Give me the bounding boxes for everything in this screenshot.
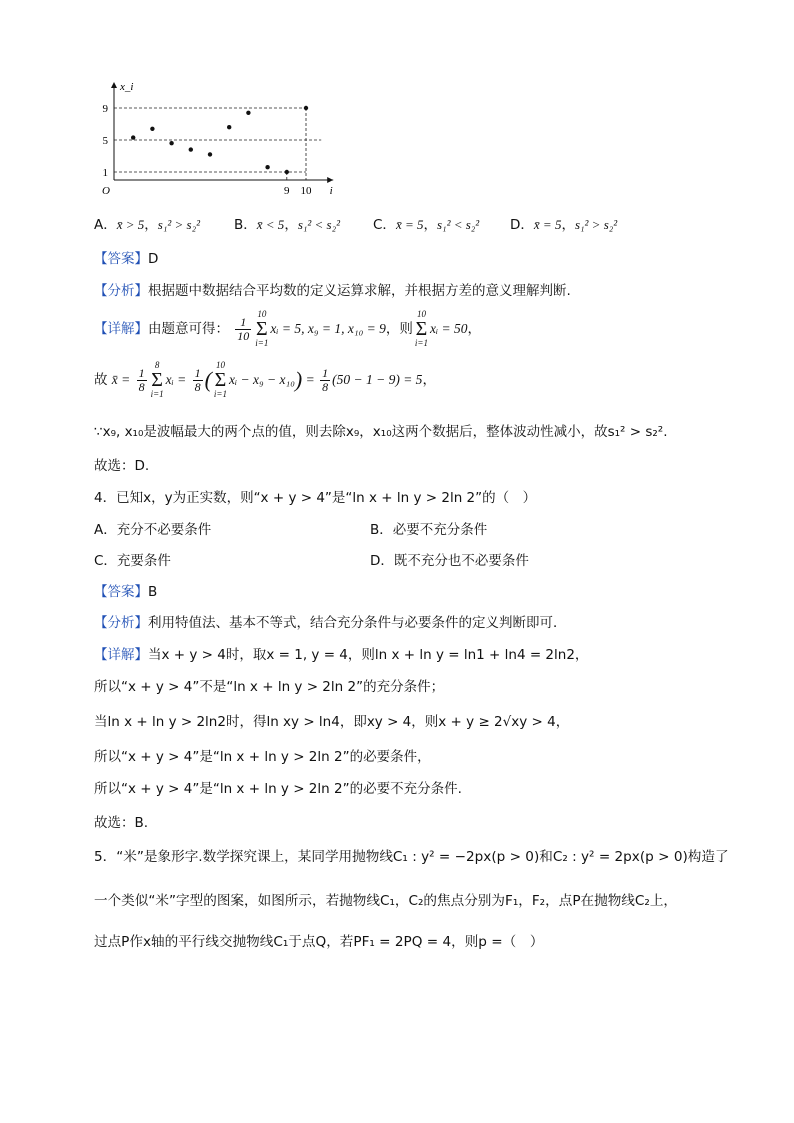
q3-option-d: D．x̄ = 5，s₁² > s₂² — [510, 217, 618, 233]
y-tick-label: 9 — [102, 103, 108, 115]
q3-option-a: A．x̄ > 5，s₁² > s₂² — [94, 217, 201, 233]
q3-detail-line3: ∵x₉, x₁₀是波幅最大的两个点的值，则去除x₉，x₁₀这两个数据后，整体波动性减小，故s₁² > s₂². — [94, 424, 668, 440]
analysis-text: 利用特值法、基本不等式，结合充分条件与必要条件的定义判断即可． — [148, 615, 567, 631]
data-point — [189, 147, 193, 151]
q3-detail-line1 — [94, 310, 481, 348]
option-variance: s₁² > s₂² — [574, 217, 618, 232]
x-tick-label: 10 — [300, 185, 312, 197]
option-variance: s₁² < s₂² — [297, 217, 341, 232]
q3-conclusion: 故选：D. — [94, 458, 150, 474]
q5-line2: 一个类似“米”字型的图案，如图所示，若抛物线C₁，C₂的焦点分别为F₁，F₂，点P在抛物线C₂上， — [94, 893, 678, 909]
origin-label: O — [102, 185, 110, 197]
paren-close: ) — [294, 367, 303, 392]
answer-tag: 【答案】 — [94, 584, 148, 600]
data-point — [169, 141, 173, 145]
data-point — [131, 135, 135, 139]
q4-option-b: B．必要不充分条件 — [370, 522, 488, 538]
q3-option-c: C．x̄ = 5，s₁² < s₂² — [373, 217, 480, 233]
option-mean: x̄ > 5 — [116, 217, 145, 232]
detail-eq1: xᵢ = 5, x₉ = 1, x₁₀ = 9 — [270, 321, 386, 336]
q4-detail-line5: 所以“x + y > 4”是“ln x + ln y > 2ln 2”的必要不充分条件. — [94, 781, 462, 797]
option-variance: s₁² > s₂² — [157, 217, 201, 232]
y-axis-arrow — [111, 82, 117, 88]
detail-tag: 【详解】 — [94, 321, 148, 337]
q4-detail-line3: 当ln x + ln y > 2ln2时，得ln xy > ln4，即xy > 4，则x + y ≥ 2√xy > 4， — [94, 714, 570, 730]
option-mean: x̄ < 5 — [256, 217, 285, 232]
detail-text: 当x + y > 4时，取x = 1, y = 4，则ln x + ln y = ln1 + ln4 = 2ln2， — [148, 647, 589, 663]
data-point — [150, 127, 154, 131]
q4-detail-line1 — [94, 645, 588, 665]
fraction-1-over-8: $\frac{1}{8}$ — [194, 365, 201, 394]
x-axis-label: i — [329, 185, 333, 197]
option-mean: x̄ = 5 — [395, 217, 424, 232]
data-point — [246, 111, 250, 115]
q4-stem: 4．已知x，y为正实数，则“x + y > 4”是“ln x + ln y > 2ln 2”的（ ） — [94, 490, 537, 506]
q4-detail-line4: 所以“x + y > 4”是“ln x + ln y > 2ln 2”的必要条件， — [94, 749, 431, 765]
q4-option-c: C．充要条件 — [94, 553, 171, 569]
summation-symbol: 10 Σ i=1 — [255, 309, 269, 348]
y-tick-label: 1 — [102, 167, 108, 179]
q3-detail-line2: 故 x̄ = $\frac{1}{8}$ 8 Σ i=1xᵢ = $\frac{1}{8}$ (10 Σ i=1xᵢ − x₉ − x₁₀) = $\frac{1}{8}$ (50 − 1 − 9) = 5， — [94, 360, 436, 399]
sum-minus-terms: xᵢ − x₉ − x₁₀ — [228, 372, 295, 387]
q4-detail-line2: 所以“x + y > 4”不是“ln x + ln y > 2ln 2”的充分条件； — [94, 679, 445, 695]
q4-option-a: A．充分不必要条件 — [94, 522, 212, 538]
fraction-1-over-8: $\frac{1}{8}$ — [322, 365, 329, 394]
data-point — [227, 125, 231, 129]
q4-analysis — [94, 613, 567, 633]
detail-lead: 由题意可得： — [148, 321, 229, 337]
data-point — [208, 152, 212, 156]
scatter-chart — [94, 76, 344, 198]
answer-tag: 【答案】 — [94, 251, 148, 267]
analysis-tag: 【分析】 — [94, 615, 148, 631]
q4-option-d: D．既不充分也不必要条件 — [370, 553, 529, 569]
fraction-1-over-8: $\frac{1}{8}$ — [138, 365, 145, 394]
q3-option-b: B．x̄ < 5，s₁² < s₂² — [234, 217, 341, 233]
answer-value: B — [148, 584, 158, 600]
detail-eq2: xᵢ = 50 — [429, 321, 468, 336]
q3-analysis — [94, 281, 571, 301]
option-label: D． — [510, 217, 534, 233]
q4-answer — [94, 582, 157, 602]
data-point — [304, 106, 308, 110]
detail-end: ， — [467, 321, 481, 337]
mean-symbol: x̄ = — [111, 372, 131, 387]
y-tick-label: 5 — [102, 135, 108, 147]
option-label: B． — [234, 217, 257, 233]
x-tick-label: 9 — [284, 185, 290, 197]
detail-line2-lead: 故 — [94, 372, 108, 388]
summation-symbol: 10 Σ i=1 — [213, 360, 227, 399]
x-axis-arrow — [327, 177, 333, 183]
detail-line2-eq: (50 − 1 − 9) = 5 — [332, 372, 423, 387]
summation-symbol: 10 Σ i=1 — [414, 309, 428, 348]
detail-then: ，则 — [385, 321, 413, 337]
paren-expression: ( — [204, 367, 212, 392]
data-point — [285, 170, 289, 174]
q3-answer — [94, 249, 158, 269]
y-axis-label: x_i — [120, 81, 134, 93]
detail-tag: 【详解】 — [94, 647, 148, 663]
option-variance: s₁² < s₂² — [436, 217, 480, 232]
q5-line1: 5．“米”是象形字.数学探究课上，某同学用抛物线C₁ : y² = −2px(p > 0)和C₂ : y² = 2px(p > 0)构造了 — [94, 849, 729, 865]
mean-term: xᵢ = — [165, 372, 187, 387]
data-point — [265, 165, 269, 169]
analysis-tag: 【分析】 — [94, 283, 148, 299]
q5-line3: 过点P作x轴的平行线交抛物线C₁于点Q，若PF₁ = 2PQ = 4，则p =（ ） — [94, 934, 544, 950]
fraction-1-over-10: $\frac{1}{10}$ — [237, 314, 250, 343]
summation-symbol: 8 Σ i=1 — [150, 360, 164, 399]
option-label: A． — [94, 217, 117, 233]
analysis-text: 根据题中数据结合平均数的定义运算求解，并根据方差的意义理解判断. — [148, 283, 571, 299]
option-label: C． — [373, 217, 396, 233]
q4-conclusion: 故选：B. — [94, 815, 149, 831]
option-mean: x̄ = 5 — [533, 217, 562, 232]
answer-value: D — [148, 251, 159, 267]
